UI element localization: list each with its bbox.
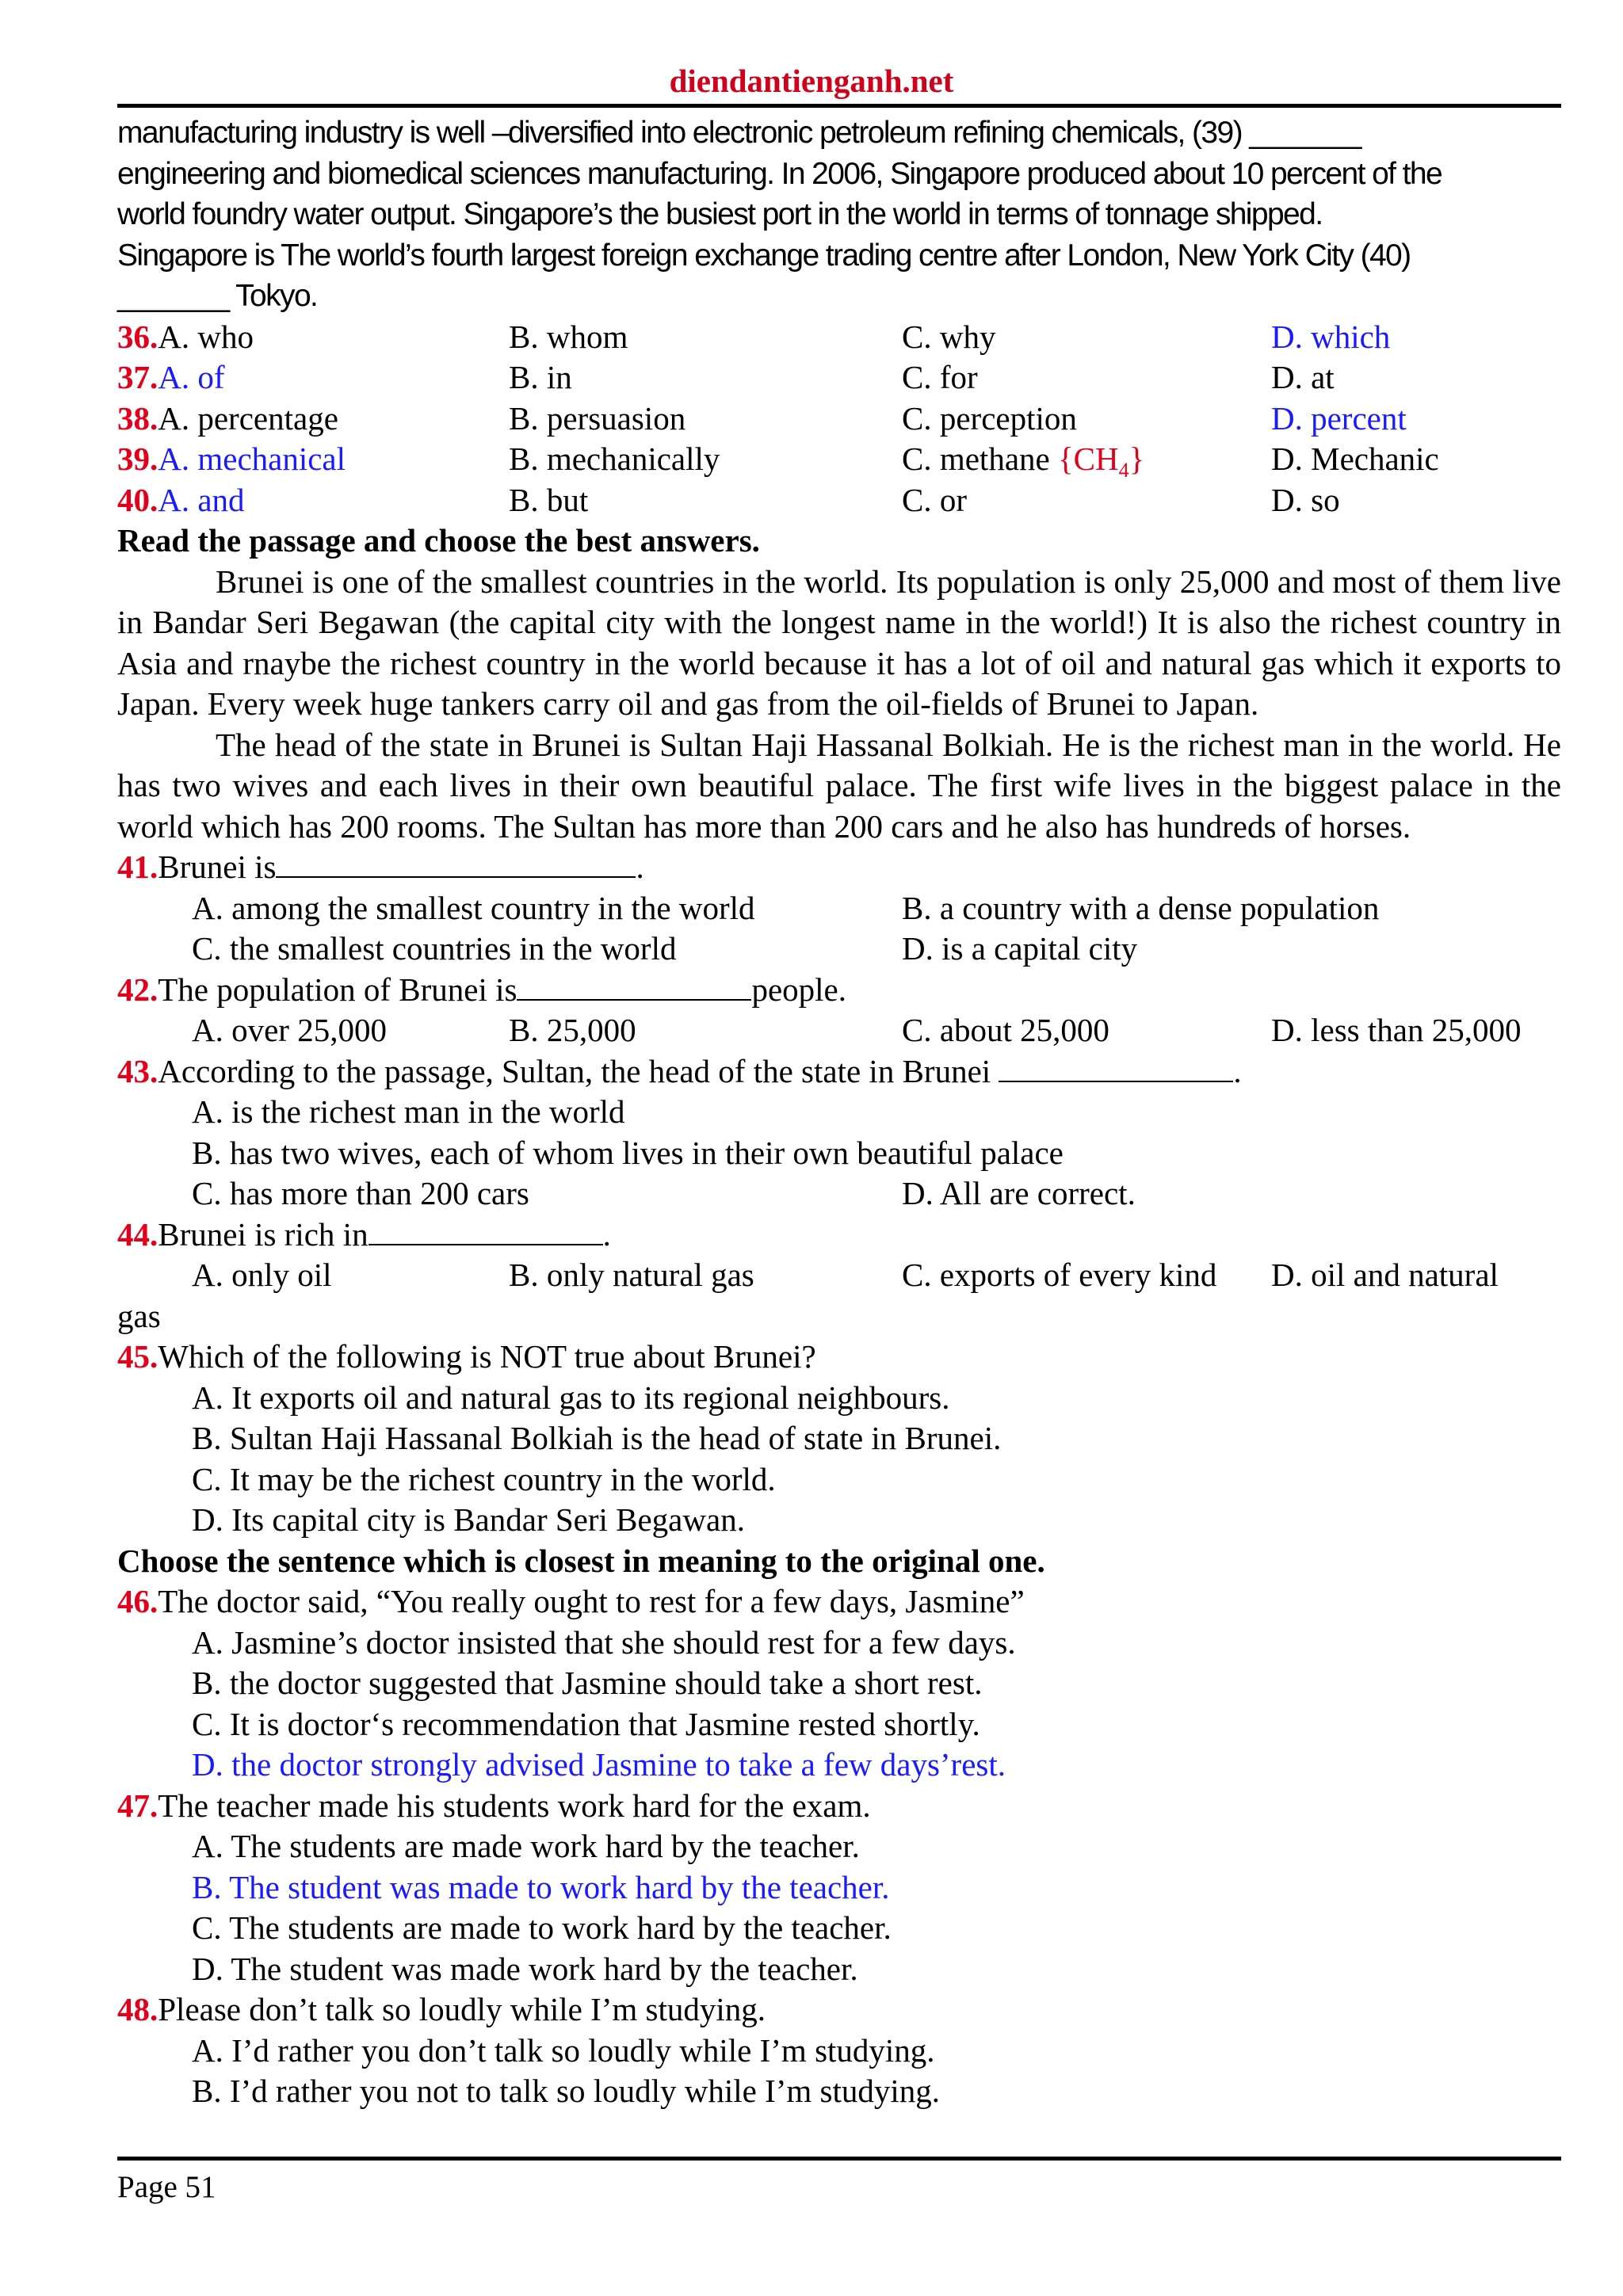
option-b: B. whom: [509, 318, 628, 355]
option-d: D. The student was made work hard by the teacher.: [192, 1950, 858, 1987]
answer-blank: [369, 1217, 603, 1245]
question-number: 42.: [117, 971, 158, 1008]
option-d: D. Its capital city is Bandar Seri Begawan.: [192, 1501, 745, 1538]
passage-line: engineering and biomedical sciences manufacturing. In 2006, Singapore produced about 10 percent of the: [117, 156, 1442, 191]
passage-paragraph: Brunei is one of the smallest countries in the world. Its population is only 25,000 and most of them live in Bandar Seri Begawan (the capital city with the longest name in the world!) It is also the richest country in Asia and rnaybe the richest country in the world because it has a lot of oil and natural gas which it exports to Japan. Every week huge tankers carry oil and gas from the oil-fields of Brunei to Japan.: [117, 563, 1561, 722]
options-41-cd: [117, 929, 1561, 970]
option-c: C. about 25,000: [902, 1012, 1109, 1048]
question-42: [117, 970, 1561, 1011]
option-c: C. It may be the richest country in the world.: [192, 1460, 776, 1497]
option-a: A. percentage: [158, 399, 338, 437]
question-39: [117, 439, 1561, 480]
option-d: D. less than 25,000: [1271, 1012, 1522, 1048]
option-b: B. but: [509, 481, 589, 518]
option-b: B. only natural gas: [509, 1257, 754, 1293]
question-47: [117, 1786, 1561, 1827]
section-heading: Read the passage and choose the best answers.: [117, 522, 760, 559]
option-b: B. Sultan Haji Hassanal Bolkiah is the head of state in Brunei.: [192, 1420, 1002, 1456]
page-number: Page 51: [117, 2170, 216, 2204]
question-stem: Please don’t talk so loudly while I’m studying.: [158, 1991, 766, 2027]
question-stem-end: .: [636, 849, 644, 885]
footer-rule: [117, 2157, 1561, 2161]
question-46: [117, 1581, 1561, 1623]
option-a: A. is the richest man in the world: [192, 1093, 625, 1130]
answer-blank: [276, 849, 636, 878]
option-b: B. mechanically: [509, 441, 720, 477]
option-c: C. why: [902, 318, 996, 355]
passage-paragraph: The head of the state in Brunei is Sultan Haji Hassanal Bolkiah. He is the richest man in the world. He has two wives and each lives in their own beautiful palace. The first wife lives in the biggest palace in the world which has 200 rooms. The Sultan has more than 200 cars and he also has hundreds of horses.: [117, 726, 1561, 845]
question-number: 47.: [117, 1787, 158, 1824]
question-38: [117, 399, 1561, 440]
option-b-answer: B. The student was made to work hard by the teacher.: [192, 1868, 890, 1905]
question-number: 43.: [117, 1052, 158, 1089]
question-stem: The teacher made his students work hard for the exam.: [158, 1787, 871, 1824]
question-44: [117, 1215, 1561, 1256]
question-number: 37.: [117, 359, 158, 395]
option-a: A. Jasmine’s doctor insisted that she should rest for a few days.: [192, 1623, 1016, 1661]
answer-blank: [517, 972, 751, 1001]
question-48: [117, 1989, 1561, 2031]
question-number: 38.: [117, 399, 158, 437]
option-d-answer: D. which: [1271, 318, 1391, 355]
question-37: [117, 357, 1561, 399]
question-number: 41.: [117, 849, 158, 885]
question-stem-end: .: [1233, 1052, 1242, 1089]
option-d: D. All are correct.: [902, 1175, 1136, 1211]
header-rule: [117, 104, 1561, 108]
passage-line: _______ Tokyo.: [117, 279, 318, 313]
passage-line: Singapore is The world’s fourth largest foreign exchange trading centre after London, New York City (40): [117, 238, 1411, 273]
option-a: A. I’d rather you don’t talk so loudly while I’m studying.: [192, 2031, 935, 2069]
option-c: C. perception: [902, 399, 1077, 437]
option-c: C. It is doctor‘s recommendation that Jasmine rested shortly.: [192, 1705, 980, 1742]
options-44: [117, 1255, 1561, 1296]
option-b: B. persuasion: [509, 399, 686, 437]
option-b: B. has two wives, each of whom lives in their own beautiful palace: [192, 1134, 1064, 1171]
question-43: [117, 1051, 1561, 1093]
option-c: C. exports of every kind: [902, 1257, 1217, 1293]
option-a: A. among the smallest country in the world: [192, 889, 755, 926]
answer-blank: [999, 1054, 1233, 1082]
question-stem: Which of the following is NOT true about Brunei?: [158, 1338, 816, 1375]
option-b: B. the doctor suggested that Jasmine should take a short rest.: [192, 1665, 983, 1701]
section-heading: Choose the sentence which is closest in meaning to the original one.: [117, 1542, 1045, 1579]
option-a-answer: A. and: [158, 481, 245, 518]
option-c: C. or: [902, 481, 967, 518]
passage-line: world foundry water output. Singapore’s the busiest port in the world in terms of tonnage shipped.: [117, 197, 1323, 231]
question-36: [117, 317, 1561, 358]
option-a-answer: A. mechanical: [158, 441, 346, 477]
option-c: C. has more than 200 cars: [192, 1175, 529, 1211]
question-stem-end: people.: [751, 971, 846, 1008]
option-d: D. at: [1271, 359, 1335, 395]
option-c: C. The students are made to work hard by the teacher.: [192, 1909, 892, 1946]
question-stem-end: .: [602, 1215, 611, 1253]
passage-line: manufacturing industry is well –diversified into electronic petroleum refining chemicals, (39) _______: [117, 116, 1361, 150]
option-c: C. methane: [902, 441, 1058, 477]
option-d: D. Mechanic: [1271, 441, 1439, 477]
question-stem: According to the passage, Sultan, the head of the state in Brunei: [158, 1052, 999, 1089]
question-stem: Brunei is rich in: [158, 1215, 369, 1253]
option-a: A. The students are made work hard by the teacher.: [192, 1828, 860, 1864]
question-number: 48.: [117, 1991, 158, 2027]
options-42: [117, 1010, 1561, 1051]
option-a: A. who: [158, 318, 254, 355]
page-content: [117, 113, 1561, 2112]
option-c: C. for: [902, 359, 978, 395]
question-40: [117, 480, 1561, 521]
question-number: 40.: [117, 481, 158, 518]
option-b: B. in: [509, 359, 572, 395]
passage-continuation: [117, 113, 1561, 317]
question-41: [117, 847, 1561, 888]
option-b: B. a country with a dense population: [902, 889, 1380, 926]
question-number: 45.: [117, 1338, 158, 1375]
option-d-answer: D. percent: [1271, 399, 1407, 437]
option-d-answer: D. the doctor strongly advised Jasmine to take a few days’rest.: [192, 1746, 1006, 1783]
option-d-wrap: gas: [117, 1297, 161, 1334]
option-a: A. It exports oil and natural gas to its regional neighbours.: [192, 1379, 950, 1416]
option-a: A. only oil: [192, 1257, 332, 1293]
options-43-cd: [117, 1173, 1561, 1215]
question-stem: Brunei is: [158, 849, 277, 885]
question-stem: The doctor said, “You really ought to rest for a few days, Jasmine”: [158, 1583, 1025, 1619]
options-41-ab: [117, 888, 1561, 929]
question-number: 44.: [117, 1215, 158, 1253]
question-45: [117, 1337, 1561, 1378]
option-a: A. over 25,000: [192, 1012, 387, 1048]
site-title: diendantienganh.net: [669, 63, 954, 99]
option-d: D. is a capital city: [902, 930, 1138, 967]
option-b: B. 25,000: [509, 1012, 636, 1048]
option-b: B. I’d rather you not to talk so loudly while I’m studying.: [192, 2073, 941, 2109]
option-d: D. so: [1271, 481, 1340, 518]
option-a-answer: A. of: [158, 359, 225, 395]
option-c: C. the smallest countries in the world: [192, 930, 677, 967]
question-number: 46.: [117, 1583, 158, 1619]
question-stem: The population of Brunei is: [158, 971, 517, 1008]
option-d: D. oil and natural: [1271, 1257, 1499, 1293]
question-number: 36.: [117, 318, 158, 355]
formula-note: $\{CH_4\}$: [1057, 441, 1145, 482]
question-number: 39.: [117, 441, 158, 477]
